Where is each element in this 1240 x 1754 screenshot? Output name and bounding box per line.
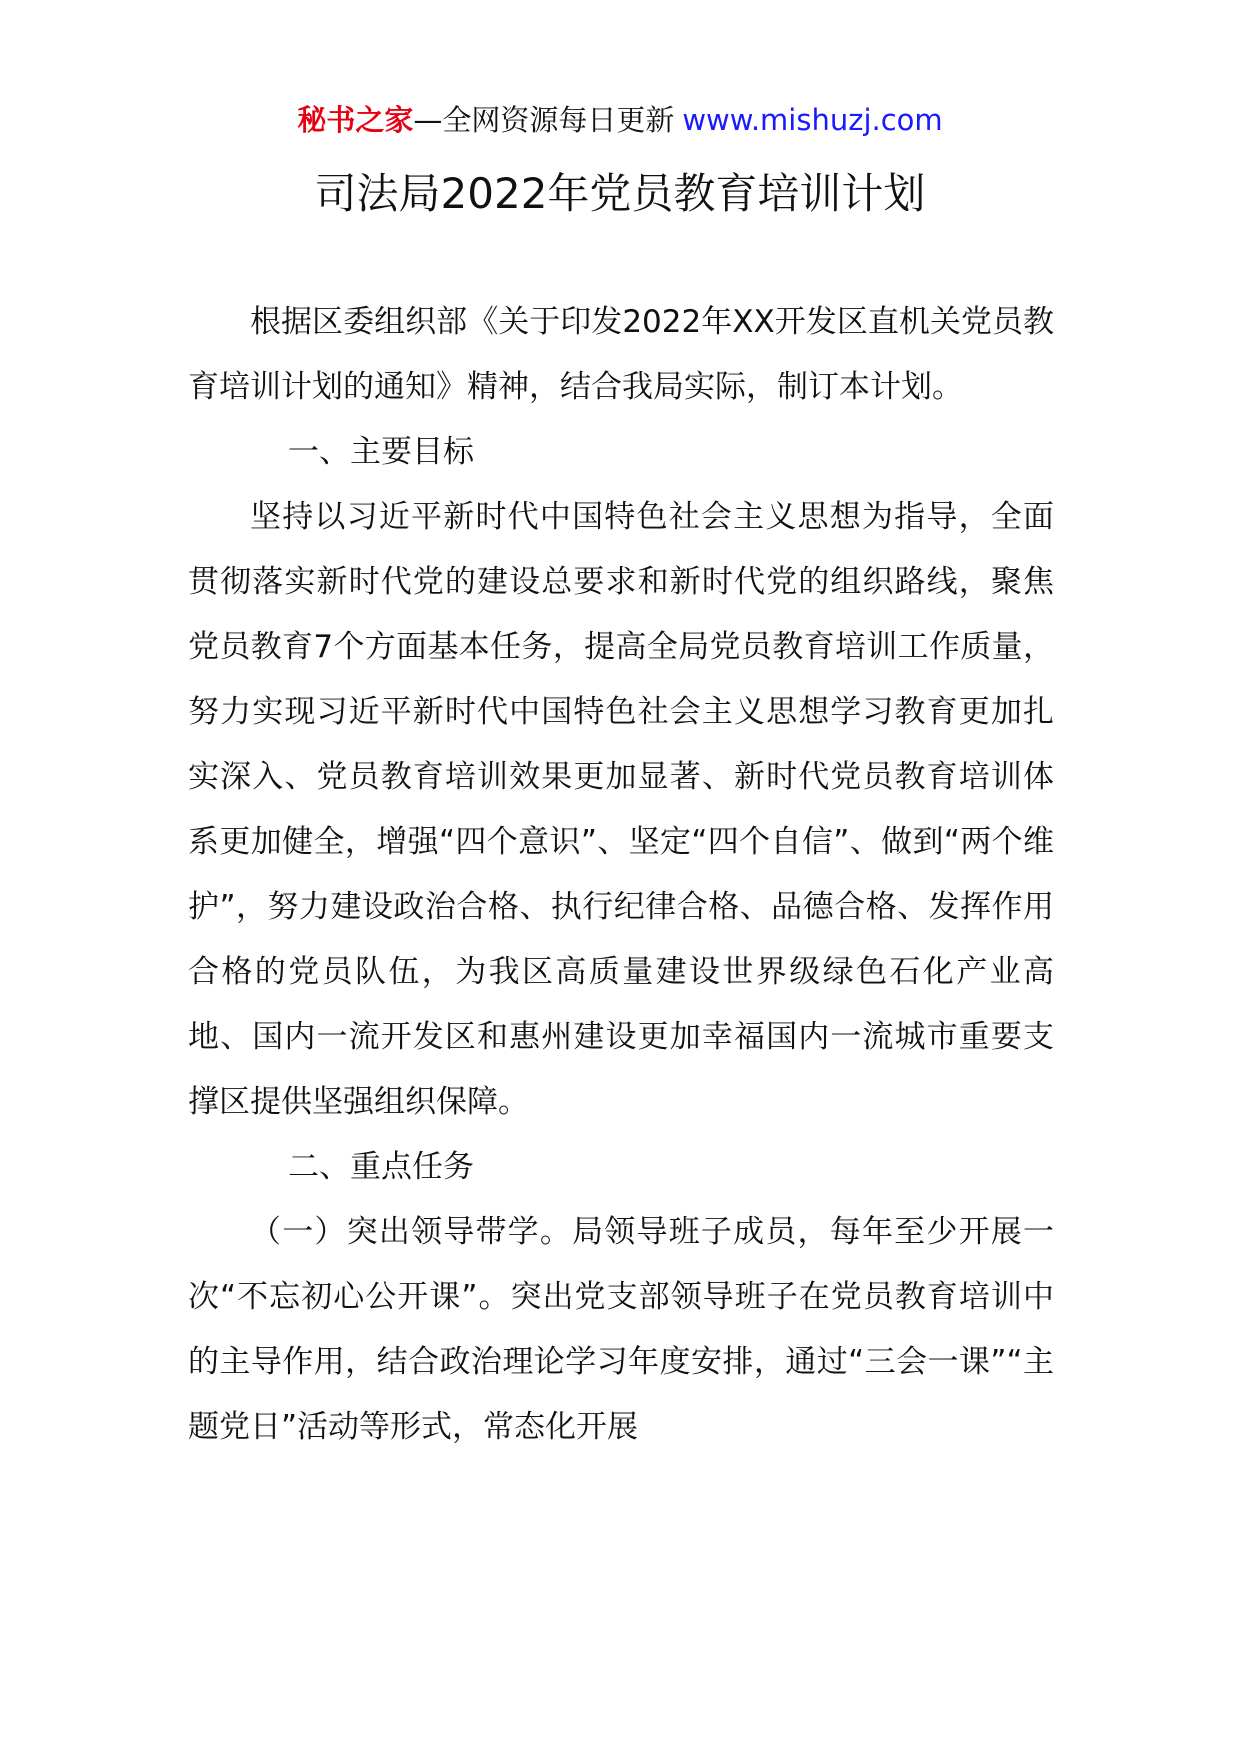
goals-paragraph: 坚持以习近平新时代中国特色社会主义思想为指导，全面贯彻落实新时代党的建设总要求和新时代党的组织路线，聚焦党员教育7个方面基本任务，提高全局党员教育培训工作质量，努力实现习近平新时代中国特色社会主义思想学习教育更加扎实深入、党员教育培训效果更加显著、新时代党员教育培训体系更加健全，增强“四个意识”、坚定“四个自信”、做到“两个维护”，努力建设政治合格、执行纪律合格、品德合格、发挥作用合格的党员队伍，为我区高质量建设世界级绿色石化产业高地、国内一流开发区和惠州建设更加幸福国内一流城市重要支撑区提供坚强组织保障。 (188, 499, 1054, 1120)
document-title: 司法局2022年党员教育培训计划 (314, 169, 926, 218)
brand-name: 秘书之家 (297, 103, 414, 137)
banner-tagline: —全网资源每日更新 (413, 103, 675, 137)
tasks-paragraph: （一）突出领导带学。局领导班子成员，每年至少开展一次“不忘初心公开课”。突出党支部领导班子在党员教育培训中的主导作用，结合政治理论学习年度安排，通过“三会一课”“主题党日”活动等形式，常态化开展 (188, 1214, 1054, 1445)
document-body (188, 290, 1054, 1460)
site-banner (0, 100, 1240, 140)
section-heading-tasks: 二、重点任务 (288, 1149, 474, 1185)
intro-paragraph: 根据区委组织部《关于印发2022年XX开发区直机关党员教育培训计划的通知》精神，结合我局实际，制订本计划。 (188, 304, 1054, 405)
section-heading-goals: 一、主要目标 (288, 434, 474, 470)
banner-url-link[interactable]: www.mishuzj.com (682, 103, 943, 137)
